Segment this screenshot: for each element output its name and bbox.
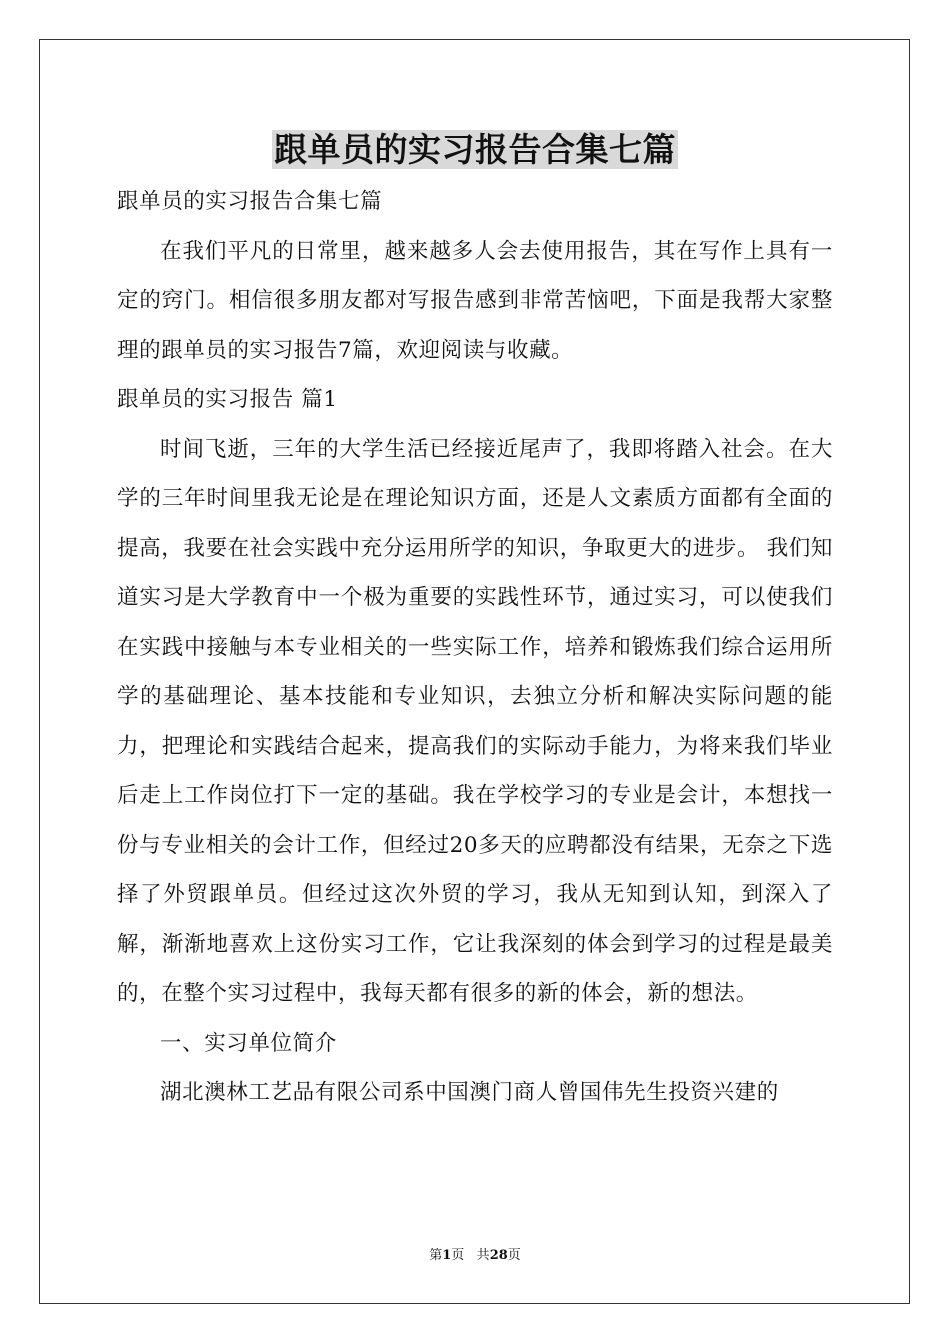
document-body (117, 177, 833, 1118)
intro-paragraph: 在我们平凡的日常里，越来越多人会去使用报告，其在写作上具有一定的窍门。相信很多朋友都对写报告感到非常苦恼吧，下面是我帮大家整理的跟单员的实习报告7篇，欢迎阅读与收藏。 (117, 238, 833, 363)
footer-total-pages: 28 (489, 1248, 508, 1263)
section-heading: 跟单员的实习报告 篇1 (117, 387, 338, 412)
footer-page-number: 1 (442, 1248, 452, 1263)
document-title (0, 128, 950, 172)
footer-page-prefix: 第 (429, 1248, 443, 1263)
body-paragraph: 时间飞逝，三年的大学生活已经接近尾声了，我即将踏入社会。在大学的三年时间里我无论是在理论知识方面，还是人文素质方面都有全面的提高，我要在社会实践中充分运用所学的知识，争取更大的进步。 我们知道实习是大学教育中一个极为重要的实践性环节，通过实习，可以使我们在实践中接触与本专业相关的一些实际工作，培养和锻炼我们综合运用所学的基础理论、基本技能和专业知识，去独立分析和解决实际问题的能力，把理论和实践结合起来，提高我们的实际动手能力，为将来我们毕业后走上工作岗位打下一定的基础。我在学校学习的专业是会计，本想找一份与专业相关的会计工作，但经过20多天的应聘都没有结果，无奈之下选择了外贸跟单员。但经过这次外贸的学习，我从无知到认知，到深入了解，渐渐地喜欢上这份实习工作，它让我深刻的体会到学习的过程是最美的，在整个实习过程中，我每天都有很多的新的体会，新的想法。 (117, 436, 833, 1006)
sub-heading: 一、实习单位简介 (160, 1030, 337, 1056)
page-footer (0, 1247, 950, 1265)
footer-page-suffix: 页 (451, 1248, 465, 1263)
footer-total-suffix: 页 (507, 1248, 521, 1263)
body-paragraph-continued: 湖北澳林工艺品有限公司系中国澳门商人曾国伟先生投资兴建的 (160, 1080, 779, 1105)
document-title-text: 跟单员的实习报告合集七篇 (274, 130, 676, 169)
subtitle-line: 跟单员的实习报告合集七篇 (117, 189, 383, 214)
footer-total-prefix: 共 (476, 1248, 490, 1263)
